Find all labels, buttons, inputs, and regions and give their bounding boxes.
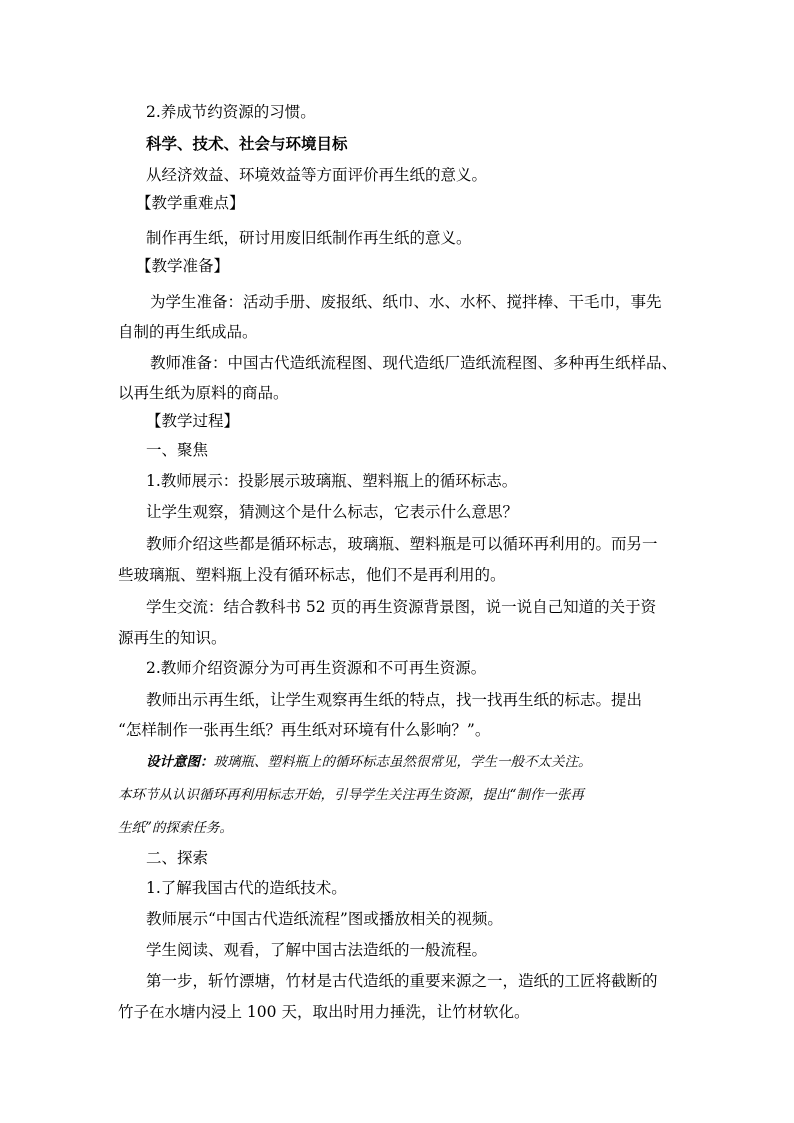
text-line: 教师展示“中国古代造纸流程”图或播放相关的视频。 [146,910,503,928]
text-line: 让学生观察，猜测这个是什么标志，它表示什么意思？ [146,503,519,521]
text-line: 2.养成节约资源的习惯。 [146,103,316,121]
text-line: 学生交流：结合教科书 52 页的再生资源背景图，说一说自己知道的关于资 [146,598,657,616]
text-line: 源再生的知识。 [118,629,227,647]
design-intent-line [118,752,678,772]
section-heading: 二、探索 [146,849,209,867]
text-line: 1.了解我国古代的造纸技术。 [146,879,347,897]
text-line: 第一步，斩竹漂塘，竹材是古代造纸的重要来源之一，造纸的工匠将截断的 [146,972,658,990]
text-line: 制作再生纸，研讨用废旧纸制作再生纸的意义。 [146,229,472,247]
design-intent-line: 生纸”的探索任务。 [118,820,233,836]
text-line: 自制的再生纸成品。 [118,323,258,341]
section-heading: 【教学过程】 [146,412,240,430]
text-line: 竹子在水塘内浸上 100 天，取出时用力捶洗，让竹材软化。 [118,1003,530,1021]
text-line: 些玻璃瓶、塑料瓶上没有循环标志，他们不是再利用的。 [118,566,506,584]
text-line: 以再生纸为原料的商品。 [118,384,289,402]
design-intent-line: 本环节从认识循环再利用标志开始，引导学生关注再生资源，提出“制作一张再 [118,787,584,803]
section-heading: 【教学准备】 [136,257,230,275]
text-line: 1.教师展示：投影展示玻璃瓶、塑料瓶上的循环标志。 [146,472,518,490]
section-heading: 科学、技术、社会与环境目标 [146,134,348,153]
design-intent-text: 玻璃瓶、塑料瓶上的循环标志虽然很常见，学生一般不太关注。 [213,754,592,770]
text-line: 为学生准备：活动手册、废报纸、纸巾、水、水杯、搅拌棒、干毛巾，事先 [150,293,662,311]
text-line: 学生阅读、观看，了解中国古法造纸的一般流程。 [146,941,488,959]
text-line: 教师出示再生纸，让学生观察再生纸的特点，找一找再生纸的标志。提出 [146,691,643,709]
design-intent-label: 设计意图： [146,754,214,770]
text-line: 教师介绍这些都是循环标志，玻璃瓶、塑料瓶是可以循环再利用的。而另一 [146,535,658,553]
section-heading: 一、聚焦 [146,441,209,459]
text-line: 2.教师介绍资源分为可再生资源和不可再生资源。 [146,659,487,677]
section-heading: 【教学重难点】 [136,194,245,212]
text-line: 教师准备：中国古代造纸流程图、现代造纸厂造纸流程图、多种再生纸样品、 [150,354,678,372]
text-line: “怎样制作一张再生纸？再生纸对环境有什么影响？”。 [118,721,491,739]
text-line: 从经济效益、环境效益等方面评价再生纸的意义。 [146,166,488,184]
design-intent-block [118,752,678,851]
